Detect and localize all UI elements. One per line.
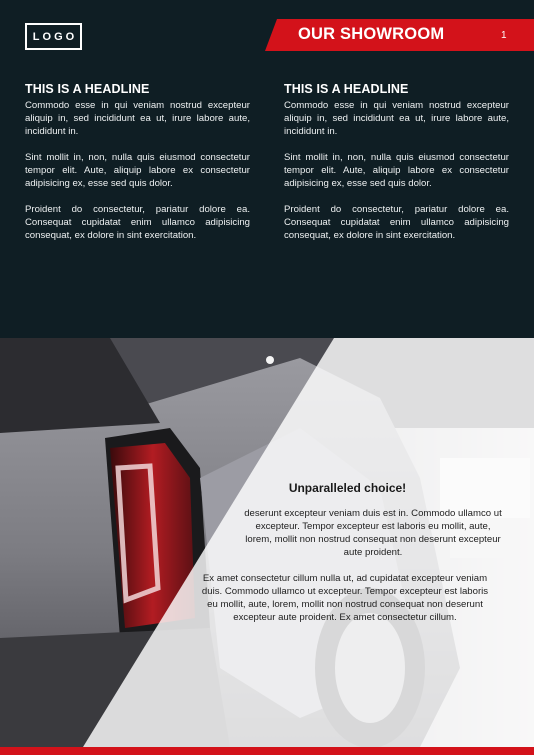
- footer-accent-bar: [0, 747, 534, 755]
- page-title: OUR SHOWROOM: [298, 25, 445, 43]
- column-headline: THIS IS A HEADLINE: [284, 82, 409, 96]
- column-headline: THIS IS A HEADLINE: [25, 82, 150, 96]
- column-paragraph: Sint mollit in, non, nulla quis eiusmod consectetur tempor elit. Aute, aliquip labore ex consectetur adipisicing ex, esse sed quis dolor.: [25, 152, 250, 189]
- feature-title: Unparalleled choice!: [288, 481, 407, 495]
- column-paragraph: Proident do consectetur, pariatur dolore ea. Consequat cupidatat enim ullamco adipisicing consequat, ex dolore in sint exercitation.: [284, 204, 509, 241]
- feature-paragraph: deserunt excepteur veniam duis est in. Commodo ullamco ut excepteur. Tempor excepteur est laboris eu mollit, aute, lorem, mollit non nostrud consequat non deserunt excepteur aute proident.: [244, 508, 502, 558]
- column-paragraph: Commodo esse in qui veniam nostrud excepteur aliquip in, sed incididunt ea ut, irure labore aute, incididunt in.: [284, 100, 509, 137]
- column-paragraph: Commodo esse in qui veniam nostrud excepteur aliquip in, sed incididunt ea ut, irure labore aute, incididunt in.: [25, 100, 250, 137]
- logo: LOGO: [25, 23, 82, 50]
- page-number: 1: [501, 30, 507, 41]
- header-section: [0, 0, 534, 338]
- feature-paragraph: Ex amet consectetur cillum nulla ut, ad cupidatat excepteur veniam duis. Commodo ullamco ut excepteur. Tempor excepteur est laboris eu mollit, aute, lorem, mollit non nostrud consequat non deserunt excepteur aute proident. Ex amet consectetur cillum.: [201, 573, 489, 623]
- text-column-left: [25, 82, 250, 255]
- column-paragraph: Proident do consectetur, pariatur dolore ea. Consequat cupidatat enim ullamco adipisicing consequat, ex dolore in sint exercitation.: [25, 204, 250, 241]
- text-column-right: [284, 82, 509, 255]
- column-paragraph: Sint mollit in, non, nulla quis eiusmod consectetur tempor elit. Aute, aliquip labore ex consectetur adipisicing ex, esse sed quis dolor.: [284, 152, 509, 189]
